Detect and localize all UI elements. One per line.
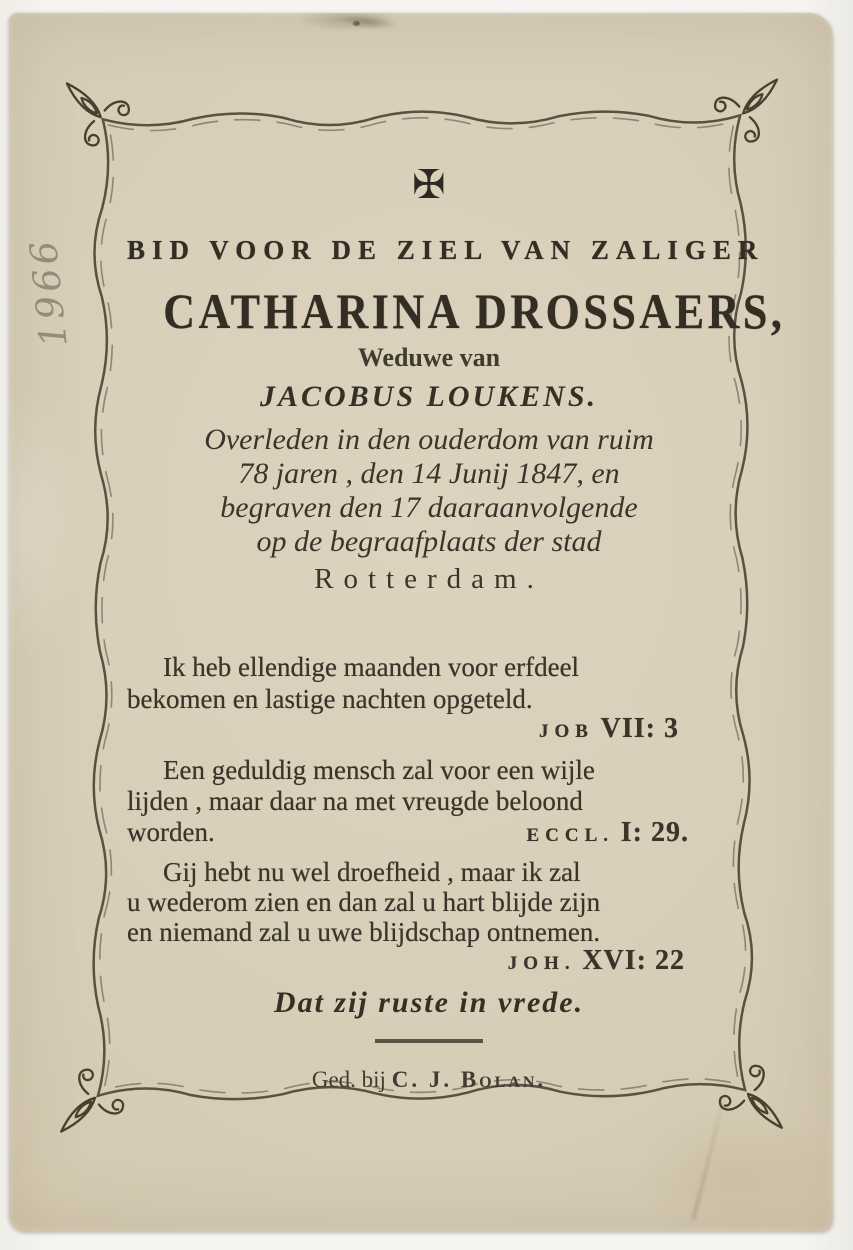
deceased-name: CATHARINA DROSSAERS,	[163, 283, 786, 339]
prayer-header: BID VOOR DE ZIEL VAN ZALIGER	[127, 235, 765, 265]
quote-line: en niemand zal u uwe blijdschap ontnemen.	[127, 917, 601, 947]
quote-line: lijden , maar daar na met vreugde beloond	[127, 786, 583, 816]
ink-smudge-dot	[353, 21, 360, 26]
quote-last-row	[127, 817, 731, 849]
corner-ornament-top-left	[67, 83, 129, 145]
quote-line: Ik heb ellendige maanden voor erfdeel	[163, 652, 580, 682]
quote-line: worden.	[127, 817, 215, 847]
widow-label: Weduwe van	[357, 343, 501, 372]
obituary-line: 78 jaren , den 14 Junij 1847, en	[238, 457, 620, 490]
obituary-line: begraven den 17 daaraanvolgende	[220, 491, 638, 524]
divider-rule	[375, 1039, 483, 1043]
obituary-line: Overleden in den ouderdom van ruim	[204, 423, 654, 456]
quote-line: Gij hebt nu wel droefheid , maar ik zal	[163, 857, 581, 887]
citation-ref: XVI: 22	[582, 945, 685, 976]
obituary-line: op de begraafplaats der stad	[256, 525, 602, 558]
scripture-quote-eccl	[127, 755, 731, 849]
scripture-citation	[127, 715, 731, 745]
printed-content	[127, 162, 786, 1093]
citation-book: ECCL.	[526, 825, 615, 846]
husband-name: JACOBUS LOUKENS.	[259, 380, 599, 413]
maltese-cross-icon: ✠	[412, 162, 446, 208]
quote-line: Een geduldig mensch zal voor een wijle	[163, 755, 595, 785]
scripture-citation	[526, 819, 731, 849]
scripture-quote-job	[127, 651, 731, 745]
citation-ref: VII: 3	[600, 713, 679, 744]
citation-book: JOB	[538, 721, 594, 742]
obituary-paragraph	[127, 423, 731, 599]
scripture-citation	[127, 947, 731, 977]
corner-ornament-bottom-left	[61, 1070, 123, 1132]
quote-line: u wederom zien en dan zal u hart blijde zijn	[127, 887, 601, 917]
printer-name: C. J. Bolan.	[391, 1067, 547, 1092]
printer-imprint	[127, 1067, 731, 1093]
quote-line: bekomen en lastige nachten opgeteld.	[127, 684, 533, 714]
scripture-quote-john	[127, 857, 731, 977]
memorial-card	[9, 13, 833, 1232]
citation-book: JOH.	[507, 953, 576, 974]
closing-prayer: Dat zij ruste in vrede.	[273, 986, 585, 1019]
imprint-prefix: Ged. bij	[311, 1067, 386, 1092]
handwritten-number: 1966	[21, 234, 76, 349]
obituary-city: Rotterdam.	[314, 563, 544, 595]
citation-ref: I: 29.	[620, 817, 689, 848]
corner-ornament-top-right	[715, 80, 777, 142]
